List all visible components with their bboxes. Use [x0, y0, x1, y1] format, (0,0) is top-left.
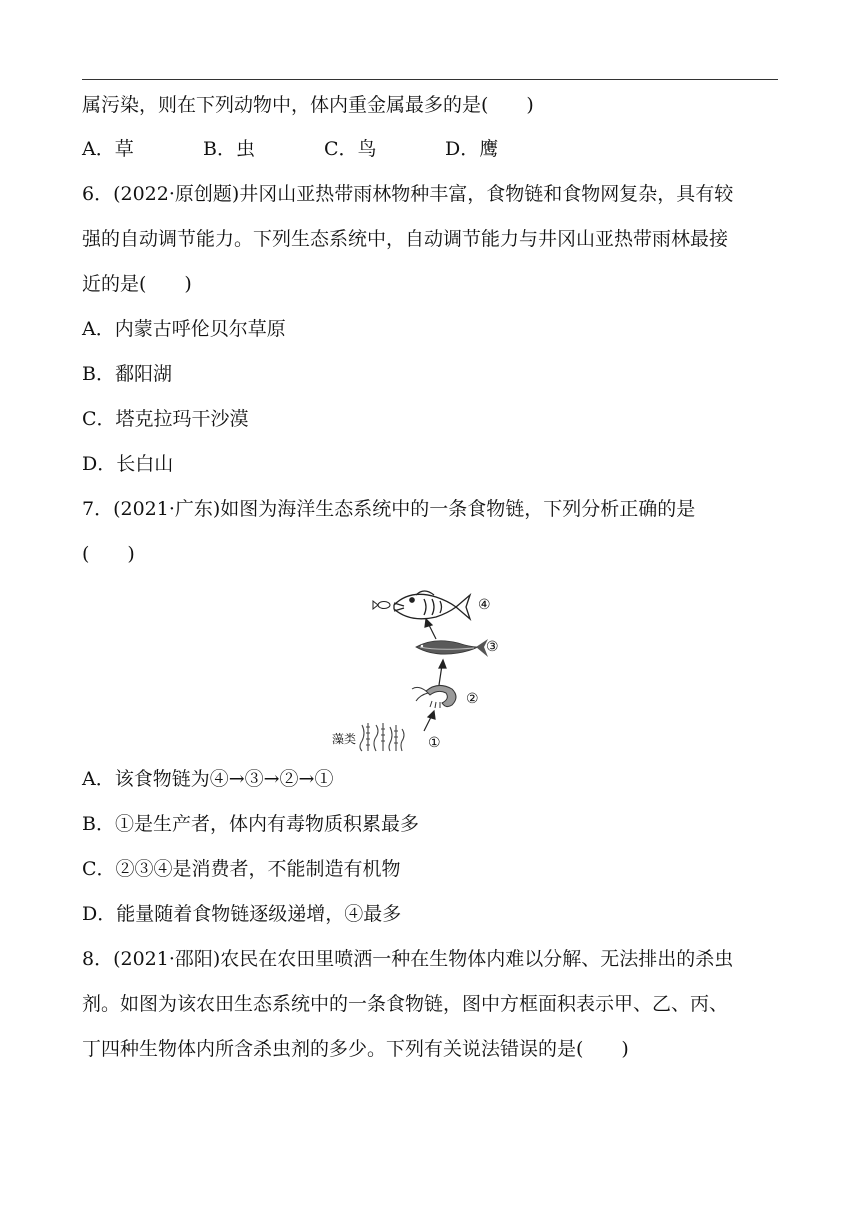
q6-line-2: 强的自动调节能力。下列生态系统中，自动调节能力与井冈山亚热带雨林最接 — [82, 228, 729, 250]
arrow-1-to-2-icon — [424, 711, 435, 731]
q8-line-1: 8．(2021·邵阳)农民在农田里喷洒一种在生物体内难以分解、无法排出的杀虫 — [82, 948, 734, 970]
q7-line-1: 7．(2021·广东)如图为海洋生态系统中的一条食物链，下列分析正确的是 — [82, 498, 696, 520]
marker-4: ④ — [478, 597, 491, 613]
q6-option-c: C．塔克拉玛干沙漠 — [82, 408, 249, 430]
algae-icon — [360, 723, 404, 751]
q5-option-c: C．鸟 — [324, 138, 377, 160]
fish-icon — [416, 639, 488, 657]
q5-stem-tail: 属污染，则在下列动物中，体内重金属最多的是( ) — [82, 94, 534, 116]
arrow-3-to-4-icon — [425, 619, 436, 639]
q8-line-3: 丁四种生物体内所含杀虫剂的多少。下列有关说法错误的是( ) — [82, 1038, 629, 1060]
q5-option-a: A．草 — [82, 138, 134, 160]
q7-option-d: D．能量随着食物链逐级递增，④最多 — [82, 903, 402, 925]
q6-line-3: 近的是( ) — [82, 273, 192, 295]
small-fish-icon — [373, 601, 390, 609]
big-fish-icon — [394, 591, 470, 619]
q6-line-1: 6．(2022·原创题)井冈山亚热带雨林物种丰富，食物链和食物网复杂，具有较 — [82, 183, 734, 205]
q7-line-2: ( ) — [82, 543, 135, 565]
header-rule — [82, 79, 778, 80]
q5-option-b: B．虫 — [203, 138, 255, 160]
q7-option-a: A．该食物链为④→③→②→① — [82, 768, 334, 790]
q5-option-d: D．鹰 — [445, 138, 499, 160]
marker-3: ③ — [486, 639, 499, 655]
shrimp-icon — [412, 685, 456, 708]
algae-label: 藻类 — [332, 732, 357, 746]
q7-option-c: C．②③④是消费者，不能制造有机物 — [82, 858, 401, 880]
q6-option-a: A．内蒙古呼伦贝尔草原 — [82, 318, 286, 340]
arrow-2-to-3-icon — [439, 660, 446, 685]
q6-option-d: D．长白山 — [82, 453, 174, 475]
q7-option-b: B．①是生产者，体内有毒物质积累最多 — [82, 813, 419, 835]
q8-line-2: 剂。如图为该农田生态系统中的一条食物链，图中方框面积表示甲、乙、丙、 — [82, 993, 729, 1015]
marker-2: ② — [466, 691, 479, 707]
q6-option-b: B．鄱阳湖 — [82, 363, 172, 385]
marker-1: ① — [428, 735, 441, 751]
food-chain-figure — [328, 585, 528, 753]
